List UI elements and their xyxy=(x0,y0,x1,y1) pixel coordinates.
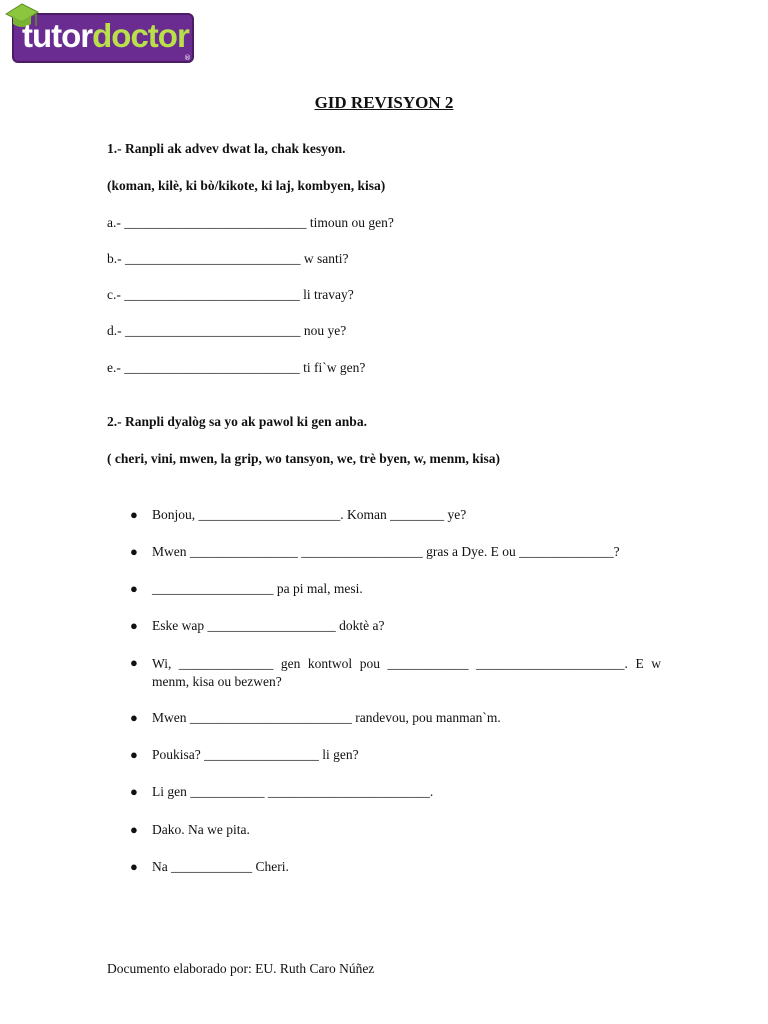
section2-heading: 2.- Ranpli dyalòg sa yo ak pawol ki gen anba. xyxy=(107,414,367,429)
page-title: GID REVISYON 2 xyxy=(314,93,454,112)
question-b: b.- __________________________ w santi? xyxy=(107,251,349,266)
question-d: d.- __________________________ nou ye? xyxy=(107,323,347,338)
bullet-icon: ● xyxy=(130,710,138,725)
tutor-doctor-logo xyxy=(0,0,200,70)
dialogue-line-1: Bonjou, _____________________. Koman ________ ye? xyxy=(152,507,467,522)
dialogue-line-4: Eske wap ___________________ doktè a? xyxy=(152,618,385,633)
logo-word-doctor: doctor xyxy=(92,17,189,54)
dialogue-line-10: Na ____________ Cheri. xyxy=(152,859,289,874)
dialogue-line-9: Dako. Na we pita. xyxy=(152,822,250,837)
section2-word-options: ( cheri, vini, mwen, la grip, wo tansyon, we, trè byen, w, menm, kisa) xyxy=(107,451,500,466)
author-footer: Documento elaborado por: EU. Ruth Caro Núñez xyxy=(107,961,375,976)
dialogue-line-8: Li gen ___________ ________________________. xyxy=(152,784,434,799)
dialogue-line-2: Mwen ________________ __________________ gras a Dye. E ou ______________? xyxy=(152,544,620,559)
logo-word-tutor: tutor xyxy=(22,17,93,54)
bullet-icon: ● xyxy=(130,655,138,670)
dialogue-line-5: Wi, ______________ gen kontwol pou ____________ ______________________. E w menm, kisa ou bezwen? xyxy=(152,656,661,689)
question-c: c.- __________________________ li travay? xyxy=(107,287,354,302)
bullet-icon: ● xyxy=(130,859,138,874)
bullet-icon: ● xyxy=(130,784,138,799)
section1-heading: 1.- Ranpli ak advev dwat la, chak kesyon. xyxy=(107,141,346,156)
question-a: a.- ___________________________ timoun ou gen? xyxy=(107,215,394,230)
section1-word-options: (koman, kilè, ki bò/kikote, ki laj, kombyen, kisa) xyxy=(107,178,386,193)
registered-mark: ® xyxy=(184,54,191,62)
bullet-icon: ● xyxy=(130,747,138,762)
bullet-icon: ● xyxy=(130,822,138,837)
question-e: e.- __________________________ ti fi`w gen? xyxy=(107,360,366,375)
dialogue-line-7: Poukisa? _________________ li gen? xyxy=(152,747,359,762)
bullet-icon: ● xyxy=(130,544,138,559)
dialogue-line-3: __________________ pa pi mal, mesi. xyxy=(152,581,363,596)
dialogue-line-6: Mwen ________________________ randevou, pou manman`m. xyxy=(152,710,501,725)
bullet-icon: ● xyxy=(130,507,138,522)
bullet-icon: ● xyxy=(130,618,138,633)
logo-wordmark xyxy=(22,14,189,58)
bullet-icon: ● xyxy=(130,581,138,596)
